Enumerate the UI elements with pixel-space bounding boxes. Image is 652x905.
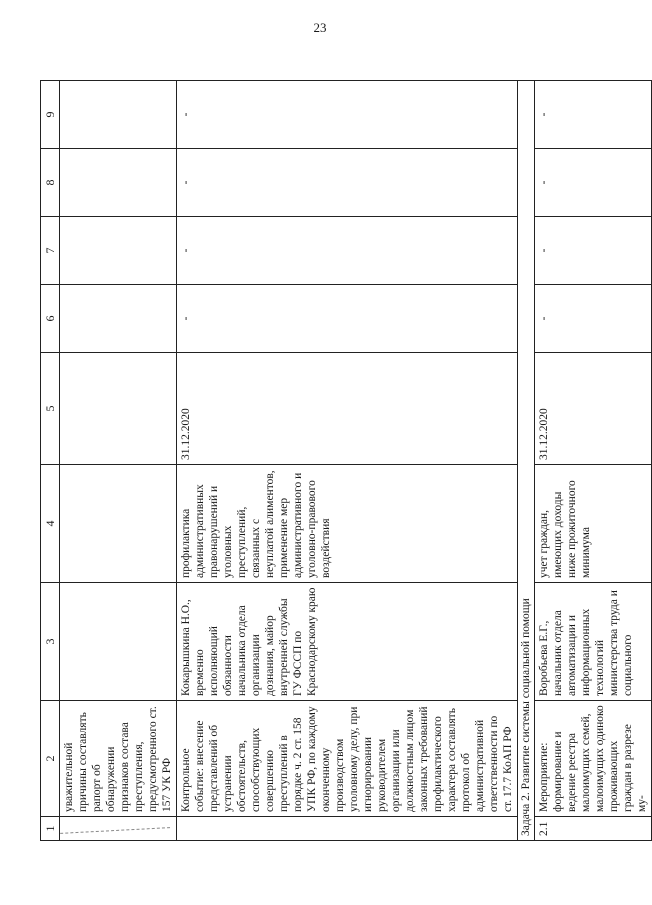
event-cell: Мероприятие: формирование и ведение реестра малоимущих семей, малоимущих одиноко проживающих граждан в разрезе му- xyxy=(535,701,652,817)
column-number: 7 xyxy=(41,217,60,285)
table-row xyxy=(535,81,652,841)
value-cell: - xyxy=(535,149,652,217)
section-row xyxy=(518,81,535,841)
column-number: 1 xyxy=(41,817,60,841)
value-cell: - xyxy=(177,81,518,149)
result-cell xyxy=(60,465,177,583)
column-number: 4 xyxy=(41,465,60,583)
column-number-row xyxy=(41,81,60,841)
column-number: 3 xyxy=(41,583,60,701)
page-number: 23 xyxy=(313,20,327,35)
responsible-cell: Кокарышкина Н.О., временно исполняющий обязанности начальника отдела организации дознания, майор внутренней службы ГУ ФССП по Краснодарскому краю xyxy=(177,583,518,701)
deadline-cell: 31.12.2020 xyxy=(177,353,518,465)
deadline-cell: 31.12.2020 xyxy=(535,353,652,465)
value-cell xyxy=(60,217,177,285)
column-number: 6 xyxy=(41,285,60,353)
rotated-table-container xyxy=(40,81,648,841)
row-number-cell: 2.1 xyxy=(535,817,652,841)
column-number: 5 xyxy=(41,353,60,465)
value-cell: - xyxy=(177,217,518,285)
value-cell: - xyxy=(535,81,652,149)
section-title: Задача 2. Развитие системы социальной помощи xyxy=(518,81,535,841)
event-cell: Контрольное событие: внесение представлений об устранении обстоятельств, способствующих совершению преступлений в порядке ч. 2 ст. 158 УПК РФ, по каждому оконченному производством уголовному делу, при игнорировании руководителем организации или должностным лицом законных требований профилактического характера составлять протокол об административной ответственности по ст. 17.7 КоАП РФ xyxy=(177,701,518,817)
column-number: 8 xyxy=(41,149,60,217)
value-cell: - xyxy=(535,217,652,285)
value-cell xyxy=(60,81,177,149)
value-cell xyxy=(60,285,177,353)
result-cell: учет граждан, имеющих доходы ниже прожиточного минимума xyxy=(535,465,652,583)
event-cell: уважительной причины составлять рапорт об обнаружении признаков состава преступления, предусмотренного ст. 157 УК РФ xyxy=(60,701,177,817)
value-cell xyxy=(60,149,177,217)
column-number: 9 xyxy=(41,81,60,149)
responsible-cell xyxy=(60,583,177,701)
value-cell: - xyxy=(177,149,518,217)
column-number: 2 xyxy=(41,701,60,817)
deadline-cell xyxy=(60,353,177,465)
value-cell: - xyxy=(535,285,652,353)
plan-table xyxy=(40,80,652,841)
table-row xyxy=(60,81,177,841)
row-number-cell xyxy=(177,817,518,841)
value-cell: - xyxy=(177,285,518,353)
responsible-cell: Воробьева Е.Г., начальник отдела автоматизации и информационных технологий министерства труда и социального xyxy=(535,583,652,701)
table-row xyxy=(177,81,518,841)
result-cell: профилактика административных правонарушений и уголовных преступлений, связанных с неуплатой алиментов, применение мер административного и уголовно-правового воздействия xyxy=(177,465,518,583)
